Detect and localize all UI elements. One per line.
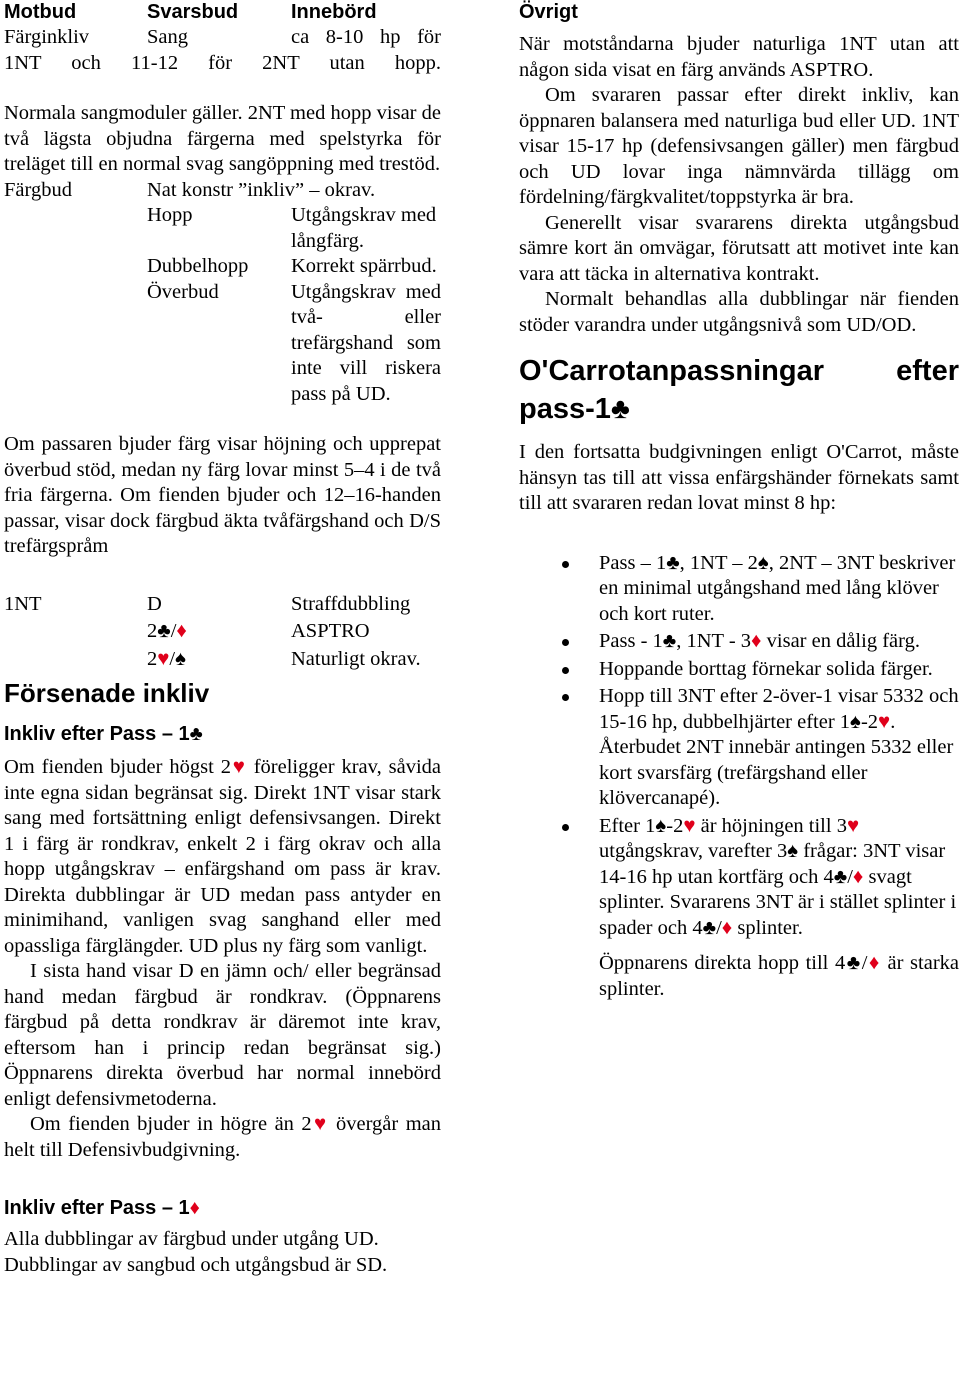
ovrigt-paragraph-3: Generellt visar svararens direkta utgångsbud sämre kort än omvägar, förutsatt att motivet inte kan vara att täcka in alternativa kontrakt. — [519, 211, 959, 285]
row1-motbud: Färginkliv — [4, 26, 90, 48]
club-icon: ♣ — [666, 551, 680, 574]
header-svarsbud: Svarsbud — [147, 1, 239, 23]
subrow-label: Dubbelhopp — [147, 255, 249, 277]
table-header — [4, 0, 441, 25]
subrow-label: Överbud — [147, 280, 219, 303]
paragraph-sangmoduler: Normala sangmoduler gäller. 2NT med hopp visar de två lägsta objudna färgerna med spelstyrka för treläget till en normal svag sangöppning med trestöd. — [4, 102, 441, 175]
diamond-icon: ♦ — [176, 620, 187, 642]
header-motbud: Motbud — [4, 1, 77, 23]
heading-ocarrot-line2: pass-1♣ — [519, 393, 630, 425]
ovrigt-paragraph-1: När motståndarna bjuder naturliga 1NT utan att någon sida visat en färg används ASPTRO. — [519, 33, 959, 81]
header-innebord: Innebörd — [291, 1, 377, 23]
nt-meaning: Straffdubbling — [291, 592, 411, 615]
fargbud-label: Färgbud — [4, 178, 72, 201]
heart-icon: ♥ — [878, 710, 891, 733]
row-farginkliv — [4, 25, 441, 51]
heart-icon: ♥ — [846, 814, 860, 837]
subrow-text: Korrekt spärrbud. — [291, 255, 437, 277]
last-paragraph: Öppnarens direkta hopp till 4♣/♦ är starka splinter. — [599, 952, 959, 1000]
ocarrot-intro: I den fortsatta budgivningen enligt O'Carrot, måste hänsyn tas till att vissa enfärgshänder förnekats samt till att svararen redan lovat minst 8 hp: — [519, 441, 959, 514]
spade-icon: ♠ — [850, 710, 861, 733]
club-icon: ♣ — [702, 916, 717, 939]
spade-icon: ♠ — [757, 551, 769, 574]
spade-icon: ♠ — [655, 814, 667, 837]
list-item: Efter 1♠-2♥ är höjningen till 3♥ utgångskrav, varefter 3♠ frågar: 3NT visar 14-16 hp utan kortfärg och 4♣/♦ svagt splinter. Svararens 3NT är i stället splinter i spader och 4♣/♦ splinter. — [519, 814, 959, 942]
heart-icon: ♥ — [157, 647, 170, 670]
spade-icon: ♠ — [175, 647, 187, 670]
diamond-icon: ♦ — [751, 630, 762, 652]
paragraph-ruter-1: Alla dubblingar av färgbud under utgång UD. — [4, 1228, 379, 1250]
nt-bid: 1NT — [4, 592, 42, 615]
paragraph-passaren: Om passaren bjuder färg visar höjning och upprepat överbud stöd, medan ny färg lovar minst 5–4 i de två fria färgerna. Om fienden bjuder och 12–16-handen passar, visar dock färgbud äkta tvåfärgshand och D/S trefärgspråm — [4, 433, 441, 557]
nt-row-1 — [4, 592, 441, 618]
nt-response: D — [147, 592, 162, 615]
club-icon: ♣ — [189, 723, 203, 745]
left-column — [4, 0, 441, 1278]
club-icon: ♣ — [662, 630, 677, 652]
heading-inkliv-ruter: Inkliv efter Pass – 1♦ — [4, 1197, 200, 1219]
fargbud-text: Nat konstr ”inkliv” – okrav. — [147, 178, 376, 201]
nt-response: 2♥/♠ — [147, 647, 187, 670]
subrow-text: Utgångskrav med två- eller trefärgshand som inte vill riskera pass på UD. — [291, 280, 441, 405]
nt-meaning: Naturligt okrav. — [291, 647, 421, 670]
subrow-overbud — [4, 280, 441, 408]
heading-inkliv-klover: Inkliv efter Pass – 1♣ — [4, 723, 203, 745]
nt-row-2 — [4, 619, 441, 645]
right-column — [519, 0, 959, 1002]
heart-icon: ♥ — [683, 814, 696, 837]
subrow-hopp — [4, 203, 441, 254]
nt-row-3 — [4, 647, 441, 673]
club-icon: ♣ — [833, 865, 848, 888]
list-item: Pass - 1♣, 1NT - 3♦ visar en dålig färg. — [519, 629, 959, 655]
ovrigt-paragraph-2: Om svararen passar efter direkt inkliv, kan öppnaren balansera med naturliga bud eller UD. 1NT visar 15-17 hp (defensivsangen gäller) men färgbud och UD lovar inga nämnvärda tillägg om fördelning/färgkvalitet/toppstyrka är bra. — [519, 84, 959, 208]
paragraph-ruter-2: Dubblingar av sangbud och utgångsbud är SD. — [4, 1253, 388, 1276]
heart-icon: ♥ — [231, 756, 247, 778]
ovrigt-paragraph-4: Normalt behandlas alla dubblingar när fienden stöder varandra under utgångsnivå som UD/OD. — [519, 288, 959, 336]
diamond-icon: ♦ — [189, 1197, 200, 1219]
diamond-icon: ♦ — [867, 952, 881, 974]
club-icon: ♣ — [157, 620, 171, 642]
subrow-label: Hopp — [147, 204, 193, 226]
paragraph-inkliv-1: Om fienden bjuder högst 2♥ föreligger krav, såvida inte egna sidan begränsat sig. Direkt 1NT visar stark sang med fortsättning enligt defensivsangen. Direkt 1 i färg är rondkrav, enkelt 2 i färg okrav och alla hopp utgångskrav – enfärgshand om pass är krav. Direkta dubblingar är UD medan pass antyder en minimihand, vanligen svag sanghand eller med opassliga färglängder. UD plus ny färg som vanligt. — [4, 756, 442, 957]
heading-ocarrot: O'Carrotanpassningar efter — [519, 355, 959, 387]
nt-meaning: ASPTRO — [291, 620, 370, 642]
spade-icon: ♠ — [787, 840, 799, 862]
club-icon: ♣ — [610, 393, 630, 425]
row1-continuation: 1NT och 11-12 för 2NT utan hopp. — [4, 51, 441, 74]
row-fargbud — [4, 178, 441, 204]
subrow-text: Utgångskrav med långfärg. — [291, 204, 437, 252]
list-item: Hopp till 3NT efter 2-över-1 visar 5332 och 15-16 hp, dubbelhjärter efter 1♠-2♥. Återbudet 2NT innebär antingen 5332 eller kort svarsfärg (trefärgshand eller klövercanapé). — [519, 684, 959, 812]
list-item: Hoppande borttag förnekar solida färger. — [519, 657, 959, 683]
row1-svarsbud: Sang — [147, 26, 188, 48]
nt-response: 2♣/♦ — [147, 620, 187, 642]
paragraph-inkliv-2: I sista hand visar D en jämn och/ eller begränsad hand medan färgbud är rondkrav. (Öppnarens färgbud på detta rondkrav är däremot inte krav, eftersom han i princip redan begränsat sig.) Öppnarens direkta överbud har normal innebörd enligt defensivmetoderna. — [4, 960, 441, 1110]
diamond-icon: ♦ — [721, 916, 733, 939]
heading-forsenade-inkliv: Försenade inkliv — [4, 678, 210, 708]
club-icon: ♣ — [845, 952, 862, 974]
row1-innebord: ca 8-10 hp för — [291, 26, 441, 48]
ocarrot-bullet-list — [519, 551, 959, 942]
heading-ovrigt: Övrigt — [519, 1, 578, 23]
list-item: Pass – 1♣, 1NT – 2♠, 2NT – 3NT beskriver en minimal utgångshand med lång klöver och kort ruter. — [519, 551, 959, 628]
diamond-icon: ♦ — [852, 865, 864, 888]
paragraph-inkliv-3: Om fienden bjuder in högre än 2♥ övergår man helt till Defensivbudgivning. — [4, 1113, 442, 1161]
subrow-dubbelhopp — [4, 254, 441, 280]
heart-icon: ♥ — [311, 1113, 329, 1135]
